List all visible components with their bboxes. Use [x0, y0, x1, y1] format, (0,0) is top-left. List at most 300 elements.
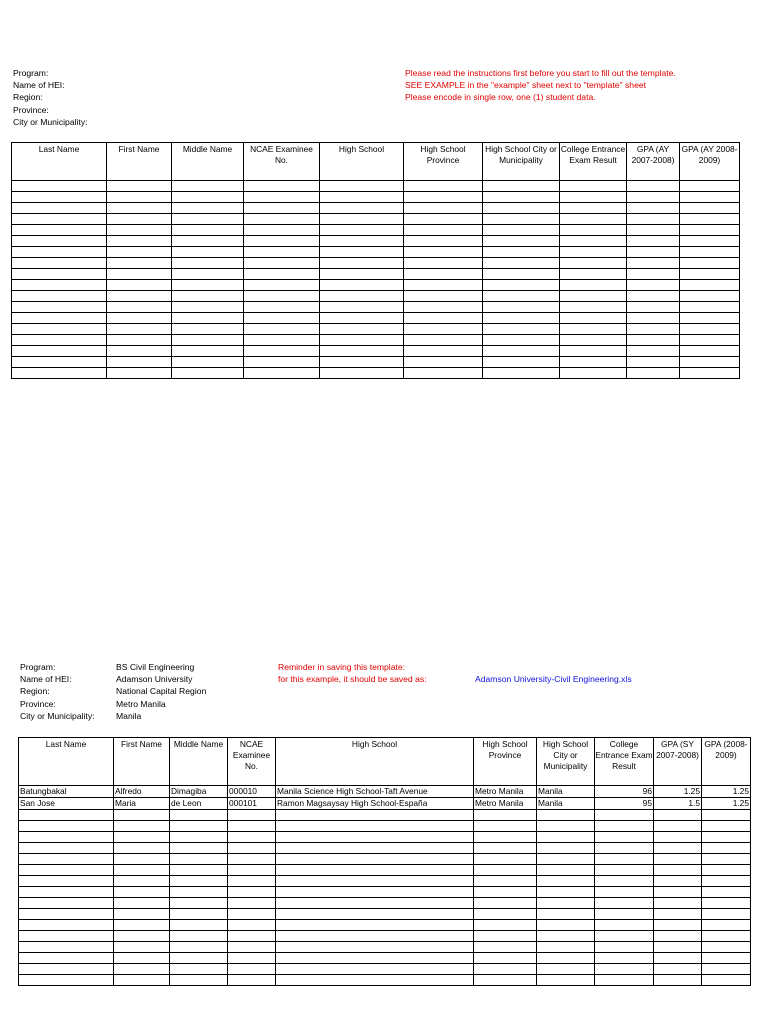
table-cell[interactable] — [680, 269, 740, 280]
table-cell[interactable] — [107, 368, 172, 379]
table-cell[interactable] — [483, 214, 560, 225]
table-cell[interactable] — [276, 909, 474, 920]
table-cell[interactable] — [244, 346, 320, 357]
table-cell[interactable] — [560, 236, 627, 247]
table-cell[interactable] — [560, 368, 627, 379]
table-cell[interactable] — [595, 821, 654, 832]
table-cell[interactable] — [172, 313, 244, 324]
table-cell[interactable] — [627, 236, 680, 247]
table-cell[interactable] — [276, 821, 474, 832]
table-cell[interactable] — [680, 192, 740, 203]
table-cell[interactable] — [19, 865, 114, 876]
table-cell[interactable] — [12, 181, 107, 192]
table-cell[interactable] — [114, 909, 170, 920]
table-cell[interactable] — [172, 324, 244, 335]
table-cell[interactable] — [170, 898, 228, 909]
table-cell[interactable] — [19, 854, 114, 865]
table-cell[interactable] — [702, 887, 751, 898]
table-cell[interactable] — [12, 247, 107, 258]
table-cell[interactable] — [320, 313, 404, 324]
table-cell[interactable] — [654, 887, 702, 898]
table-cell[interactable] — [276, 953, 474, 964]
table-cell[interactable] — [680, 324, 740, 335]
table-cell[interactable] — [276, 865, 474, 876]
table-cell[interactable] — [537, 821, 595, 832]
table-cell[interactable] — [680, 302, 740, 313]
table-cell[interactable] — [228, 832, 276, 843]
table-cell[interactable] — [172, 291, 244, 302]
table-cell[interactable] — [627, 335, 680, 346]
table-cell[interactable] — [320, 203, 404, 214]
table-cell[interactable] — [595, 898, 654, 909]
table-cell[interactable] — [560, 192, 627, 203]
table-cell[interactable] — [19, 810, 114, 821]
table-cell[interactable] — [12, 269, 107, 280]
table-cell[interactable] — [404, 258, 483, 269]
table-cell[interactable] — [680, 247, 740, 258]
table-cell[interactable] — [228, 909, 276, 920]
table-cell[interactable] — [320, 291, 404, 302]
table-cell[interactable] — [107, 357, 172, 368]
table-cell[interactable] — [654, 942, 702, 953]
table-cell[interactable] — [172, 225, 244, 236]
table-cell[interactable] — [474, 832, 537, 843]
table-cell[interactable] — [172, 247, 244, 258]
table-cell[interactable] — [404, 192, 483, 203]
table-cell[interactable] — [595, 975, 654, 986]
table-cell[interactable] — [483, 225, 560, 236]
table-cell[interactable] — [276, 898, 474, 909]
table-cell[interactable] — [595, 810, 654, 821]
table-cell[interactable] — [19, 843, 114, 854]
table-cell[interactable] — [320, 247, 404, 258]
table-cell[interactable] — [680, 335, 740, 346]
table-cell[interactable] — [170, 942, 228, 953]
province-value[interactable]: Metro Manila — [116, 698, 166, 709]
table-cell[interactable] — [404, 324, 483, 335]
table-cell[interactable] — [320, 225, 404, 236]
table-cell[interactable] — [680, 214, 740, 225]
table-cell[interactable] — [537, 942, 595, 953]
table-cell[interactable] — [276, 920, 474, 931]
table-cell[interactable] — [170, 953, 228, 964]
table-cell[interactable] — [19, 931, 114, 942]
table-cell[interactable] — [244, 181, 320, 192]
table-cell[interactable] — [654, 898, 702, 909]
table-cell[interactable] — [702, 942, 751, 953]
table-cell[interactable] — [474, 821, 537, 832]
table-cell[interactable] — [627, 313, 680, 324]
table-cell[interactable] — [228, 964, 276, 975]
table-cell[interactable] — [107, 302, 172, 313]
table-cell[interactable] — [595, 865, 654, 876]
table-cell[interactable] — [680, 236, 740, 247]
program-value[interactable]: BS Civil Engineering — [116, 662, 195, 672]
table-cell[interactable] — [474, 909, 537, 920]
table-cell[interactable] — [320, 181, 404, 192]
table-cell[interactable] — [12, 280, 107, 291]
table-cell[interactable] — [320, 357, 404, 368]
table-cell[interactable] — [228, 898, 276, 909]
table-cell[interactable] — [627, 258, 680, 269]
table-cell[interactable] — [19, 821, 114, 832]
table-cell[interactable] — [702, 953, 751, 964]
table-cell[interactable] — [228, 821, 276, 832]
table-cell[interactable] — [12, 335, 107, 346]
table-cell[interactable] — [483, 335, 560, 346]
table-cell[interactable] — [320, 269, 404, 280]
table-cell[interactable]: Manila — [537, 798, 595, 810]
table-cell[interactable] — [170, 920, 228, 931]
table-cell[interactable] — [627, 324, 680, 335]
table-cell[interactable]: San Jose — [19, 798, 114, 810]
table-cell[interactable] — [474, 843, 537, 854]
table-cell[interactable] — [228, 865, 276, 876]
table-cell[interactable] — [595, 964, 654, 975]
table-cell[interactable] — [320, 192, 404, 203]
table-cell[interactable] — [244, 236, 320, 247]
table-cell[interactable] — [244, 247, 320, 258]
table-cell[interactable] — [537, 920, 595, 931]
table-cell[interactable] — [483, 368, 560, 379]
table-cell[interactable] — [560, 346, 627, 357]
table-cell[interactable] — [654, 975, 702, 986]
table-cell[interactable] — [107, 324, 172, 335]
table-cell[interactable] — [654, 832, 702, 843]
table-cell[interactable] — [107, 203, 172, 214]
table-cell[interactable] — [560, 214, 627, 225]
table-cell[interactable] — [107, 280, 172, 291]
table-cell[interactable] — [702, 909, 751, 920]
table-cell[interactable] — [474, 975, 537, 986]
table-cell[interactable] — [244, 280, 320, 291]
table-cell[interactable] — [19, 920, 114, 931]
table-cell[interactable] — [654, 843, 702, 854]
table-cell[interactable] — [276, 832, 474, 843]
table-cell[interactable] — [627, 192, 680, 203]
table-cell[interactable]: de Leon — [170, 798, 228, 810]
table-cell[interactable] — [627, 269, 680, 280]
table-cell[interactable] — [19, 909, 114, 920]
table-cell[interactable] — [19, 832, 114, 843]
table-cell[interactable] — [276, 964, 474, 975]
table-cell[interactable] — [320, 214, 404, 225]
table-cell[interactable]: 000010 — [228, 786, 276, 798]
table-cell[interactable]: 1.25 — [654, 786, 702, 798]
table-cell[interactable] — [404, 269, 483, 280]
region-value[interactable]: National Capital Region — [116, 686, 207, 697]
table-cell[interactable]: Batungbakal — [19, 786, 114, 798]
table-cell[interactable] — [404, 346, 483, 357]
table-cell[interactable] — [244, 291, 320, 302]
table-cell[interactable] — [702, 876, 751, 887]
table-cell[interactable] — [595, 843, 654, 854]
table-cell[interactable] — [474, 854, 537, 865]
table-cell[interactable] — [680, 357, 740, 368]
table-cell[interactable] — [483, 203, 560, 214]
table-cell[interactable] — [170, 854, 228, 865]
table-cell[interactable] — [12, 357, 107, 368]
table-cell[interactable] — [172, 236, 244, 247]
table-cell[interactable]: 95 — [595, 798, 654, 810]
table-cell[interactable] — [627, 302, 680, 313]
table-cell[interactable] — [680, 280, 740, 291]
table-cell[interactable] — [12, 302, 107, 313]
table-cell[interactable] — [12, 225, 107, 236]
table-cell[interactable] — [680, 225, 740, 236]
table-cell[interactable] — [483, 269, 560, 280]
table-cell[interactable] — [170, 975, 228, 986]
table-cell[interactable] — [474, 876, 537, 887]
table-cell[interactable] — [595, 920, 654, 931]
table-cell[interactable] — [560, 291, 627, 302]
table-cell[interactable] — [404, 291, 483, 302]
table-cell[interactable] — [172, 192, 244, 203]
table-cell[interactable] — [537, 865, 595, 876]
table-cell[interactable] — [228, 876, 276, 887]
table-cell[interactable] — [12, 214, 107, 225]
table-cell[interactable] — [595, 854, 654, 865]
table-cell[interactable] — [483, 324, 560, 335]
table-cell[interactable] — [244, 269, 320, 280]
table-cell[interactable] — [537, 843, 595, 854]
table-cell[interactable] — [12, 313, 107, 324]
table-cell[interactable] — [560, 324, 627, 335]
table-cell[interactable] — [114, 953, 170, 964]
table-cell[interactable] — [244, 302, 320, 313]
table-cell[interactable] — [172, 280, 244, 291]
table-cell[interactable] — [627, 181, 680, 192]
table-cell[interactable]: 1.5 — [654, 798, 702, 810]
table-cell[interactable] — [680, 313, 740, 324]
table-cell[interactable] — [537, 876, 595, 887]
table-cell[interactable]: 1.25 — [702, 786, 751, 798]
table-cell[interactable] — [172, 214, 244, 225]
table-cell[interactable] — [276, 887, 474, 898]
table-cell[interactable] — [107, 258, 172, 269]
table-cell[interactable] — [244, 192, 320, 203]
table-cell[interactable] — [627, 346, 680, 357]
table-cell[interactable] — [654, 964, 702, 975]
table-cell[interactable] — [404, 203, 483, 214]
table-cell[interactable] — [627, 291, 680, 302]
table-cell[interactable] — [19, 898, 114, 909]
table-cell[interactable] — [244, 258, 320, 269]
table-cell[interactable] — [19, 887, 114, 898]
table-cell[interactable] — [474, 964, 537, 975]
table-cell[interactable] — [680, 368, 740, 379]
table-cell[interactable] — [702, 821, 751, 832]
table-cell[interactable] — [627, 225, 680, 236]
table-cell[interactable] — [654, 909, 702, 920]
table-cell[interactable] — [702, 810, 751, 821]
table-cell[interactable] — [627, 368, 680, 379]
table-cell[interactable] — [114, 931, 170, 942]
table-cell[interactable]: Dimagiba — [170, 786, 228, 798]
table-cell[interactable] — [654, 876, 702, 887]
table-cell[interactable] — [12, 324, 107, 335]
table-cell[interactable]: 1.25 — [702, 798, 751, 810]
table-cell[interactable] — [244, 357, 320, 368]
table-cell[interactable] — [228, 953, 276, 964]
table-cell[interactable] — [320, 280, 404, 291]
hei-value[interactable]: Adamson University — [116, 674, 193, 685]
table-cell[interactable] — [474, 920, 537, 931]
table-cell[interactable] — [276, 854, 474, 865]
table-cell[interactable] — [404, 214, 483, 225]
table-cell[interactable] — [404, 335, 483, 346]
table-cell[interactable] — [107, 236, 172, 247]
table-cell[interactable] — [474, 931, 537, 942]
table-cell[interactable] — [320, 368, 404, 379]
table-cell[interactable] — [276, 810, 474, 821]
table-cell[interactable] — [404, 225, 483, 236]
table-cell[interactable] — [483, 258, 560, 269]
table-cell[interactable] — [114, 887, 170, 898]
table-cell[interactable] — [654, 931, 702, 942]
table-cell[interactable] — [114, 920, 170, 931]
table-cell[interactable] — [107, 313, 172, 324]
table-cell[interactable] — [170, 887, 228, 898]
table-cell[interactable] — [537, 854, 595, 865]
table-cell[interactable] — [483, 357, 560, 368]
table-cell[interactable] — [702, 843, 751, 854]
table-cell[interactable] — [228, 920, 276, 931]
table-cell[interactable] — [170, 821, 228, 832]
table-cell[interactable] — [537, 887, 595, 898]
table-cell[interactable] — [107, 291, 172, 302]
table-cell[interactable] — [114, 898, 170, 909]
table-cell[interactable] — [172, 368, 244, 379]
table-cell[interactable] — [560, 181, 627, 192]
table-cell[interactable] — [483, 192, 560, 203]
city-value[interactable]: Manila — [116, 710, 142, 721]
table-cell[interactable] — [228, 975, 276, 986]
table-cell[interactable] — [560, 280, 627, 291]
table-cell[interactable] — [474, 810, 537, 821]
table-cell[interactable] — [560, 225, 627, 236]
table-cell[interactable] — [320, 302, 404, 313]
table-cell[interactable] — [172, 181, 244, 192]
table-cell[interactable] — [19, 975, 114, 986]
table-cell[interactable] — [627, 214, 680, 225]
table-cell[interactable] — [276, 876, 474, 887]
table-cell[interactable]: Manila Science High School-Taft Avenue — [276, 786, 474, 798]
table-cell[interactable] — [537, 964, 595, 975]
table-cell[interactable] — [654, 821, 702, 832]
table-cell[interactable]: Manila — [537, 786, 595, 798]
table-cell[interactable] — [114, 854, 170, 865]
table-cell[interactable] — [702, 975, 751, 986]
table-cell[interactable] — [170, 810, 228, 821]
table-cell[interactable] — [172, 302, 244, 313]
table-cell[interactable] — [702, 931, 751, 942]
table-cell[interactable] — [595, 832, 654, 843]
table-cell[interactable] — [474, 887, 537, 898]
table-cell[interactable] — [702, 898, 751, 909]
table-cell[interactable] — [702, 964, 751, 975]
table-cell[interactable] — [170, 865, 228, 876]
table-cell[interactable]: Metro Manila — [474, 798, 537, 810]
table-cell[interactable] — [537, 832, 595, 843]
table-cell[interactable] — [680, 258, 740, 269]
table-cell[interactable] — [595, 942, 654, 953]
table-cell[interactable] — [474, 953, 537, 964]
table-cell[interactable] — [404, 357, 483, 368]
table-cell[interactable] — [172, 258, 244, 269]
table-cell[interactable] — [244, 214, 320, 225]
table-cell[interactable] — [114, 942, 170, 953]
table-cell[interactable] — [483, 291, 560, 302]
table-cell[interactable] — [244, 313, 320, 324]
table-cell[interactable] — [537, 931, 595, 942]
table-cell[interactable] — [170, 876, 228, 887]
table-cell[interactable] — [320, 324, 404, 335]
table-cell[interactable] — [276, 975, 474, 986]
table-cell[interactable] — [654, 810, 702, 821]
table-cell[interactable] — [483, 302, 560, 313]
table-cell[interactable]: Maria — [114, 798, 170, 810]
table-cell[interactable] — [483, 280, 560, 291]
table-cell[interactable] — [627, 203, 680, 214]
table-cell[interactable] — [627, 280, 680, 291]
table-cell[interactable] — [170, 909, 228, 920]
table-cell[interactable] — [595, 876, 654, 887]
table-cell[interactable]: Ramon Magsaysay High School-España — [276, 798, 474, 810]
table-cell[interactable] — [19, 964, 114, 975]
table-cell[interactable] — [276, 843, 474, 854]
table-cell[interactable] — [537, 909, 595, 920]
table-cell[interactable] — [107, 214, 172, 225]
table-cell[interactable] — [680, 203, 740, 214]
table-cell[interactable] — [114, 810, 170, 821]
table-cell[interactable] — [107, 225, 172, 236]
table-cell[interactable] — [107, 192, 172, 203]
table-cell[interactable] — [560, 247, 627, 258]
table-cell[interactable] — [595, 909, 654, 920]
table-cell[interactable] — [560, 357, 627, 368]
table-cell[interactable] — [654, 953, 702, 964]
table-cell[interactable] — [560, 203, 627, 214]
table-cell[interactable] — [114, 843, 170, 854]
table-cell[interactable] — [19, 953, 114, 964]
table-cell[interactable] — [276, 931, 474, 942]
table-cell[interactable] — [172, 346, 244, 357]
table-cell[interactable] — [12, 368, 107, 379]
table-cell[interactable] — [320, 335, 404, 346]
table-cell[interactable] — [404, 313, 483, 324]
table-cell[interactable] — [114, 975, 170, 986]
table-cell[interactable] — [702, 920, 751, 931]
table-cell[interactable] — [244, 225, 320, 236]
table-cell[interactable] — [12, 192, 107, 203]
table-cell[interactable] — [537, 953, 595, 964]
table-cell[interactable] — [244, 368, 320, 379]
table-cell[interactable] — [170, 832, 228, 843]
table-cell[interactable] — [107, 269, 172, 280]
table-cell[interactable] — [172, 357, 244, 368]
table-cell[interactable] — [483, 346, 560, 357]
table-cell[interactable] — [244, 335, 320, 346]
table-cell[interactable] — [107, 247, 172, 258]
table-cell[interactable] — [474, 865, 537, 876]
table-cell[interactable] — [107, 181, 172, 192]
table-cell[interactable] — [12, 258, 107, 269]
table-cell[interactable] — [702, 854, 751, 865]
table-cell[interactable]: 96 — [595, 786, 654, 798]
table-cell[interactable] — [560, 313, 627, 324]
table-cell[interactable] — [228, 931, 276, 942]
